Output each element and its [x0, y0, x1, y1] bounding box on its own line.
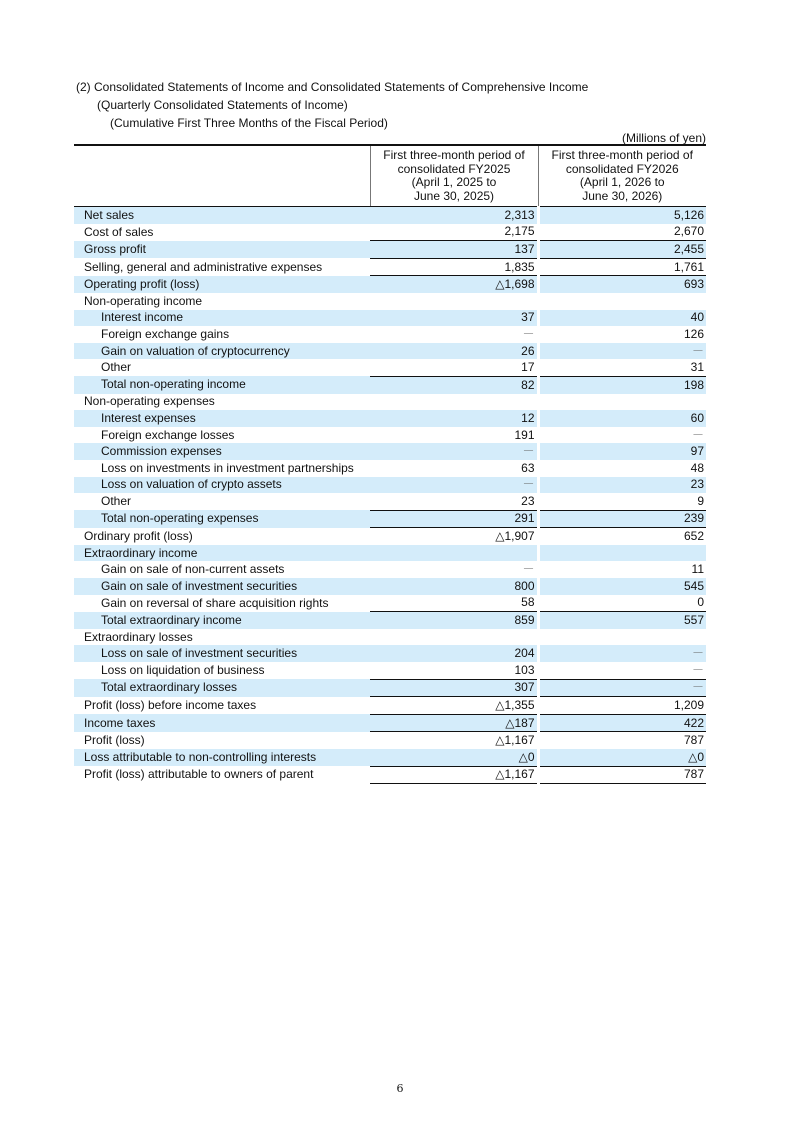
value-fy2026: 31	[538, 359, 706, 376]
table-row	[74, 443, 706, 460]
value-fy2025: △0	[370, 749, 538, 766]
value-fy2026	[538, 629, 706, 646]
statement-title: (2) Consolidated Statements of Income and Consolidated Statements of Comprehensive Income	[76, 80, 589, 94]
value-fy2026: －	[538, 662, 706, 679]
value-fy2026: 557	[538, 612, 706, 629]
column-header-line: (April 1, 2025 to	[411, 175, 497, 189]
value-fy2026	[538, 293, 706, 310]
value-fy2025: 103	[370, 662, 538, 679]
table-row	[74, 645, 706, 662]
row-label: Gain on valuation of cryptocurrency	[74, 343, 370, 360]
label-column-header	[74, 145, 370, 207]
row-label: Operating profit (loss)	[74, 276, 370, 293]
value-fy2026: 0	[538, 595, 706, 612]
value-fy2026: 545	[538, 578, 706, 595]
value-fy2026	[538, 545, 706, 562]
table-row	[74, 477, 706, 494]
row-label: Income taxes	[74, 714, 370, 732]
row-label: Profit (loss) attributable to owners of parent	[84, 767, 314, 782]
value-fy2025: 137	[370, 241, 538, 259]
page-number: 6	[396, 1082, 404, 1095]
row-label: Net sales	[74, 207, 370, 224]
row-label: Loss on investments in investment partnerships	[101, 460, 354, 475]
value-fy2025: －	[522, 326, 535, 341]
table-row	[74, 276, 706, 293]
value-fy2026: 5,126	[538, 207, 706, 224]
row-label: Total extraordinary income	[74, 612, 370, 629]
value-fy2025: 63	[521, 460, 535, 475]
value-fy2026: 48	[538, 460, 706, 477]
table-row	[74, 241, 706, 259]
column-header-line: consolidated FY2025	[397, 161, 511, 176]
row-label: Gross profit	[74, 241, 370, 259]
value-fy2025	[370, 545, 538, 562]
value-fy2025: 191	[514, 427, 535, 442]
value-fy2025	[370, 394, 538, 411]
value-fy2026: －	[538, 343, 706, 360]
value-fy2025: △1,167	[495, 733, 535, 748]
row-label: Profit (loss) before income taxes	[84, 698, 257, 713]
value-fy2025: 37	[370, 310, 538, 327]
table-row	[74, 343, 706, 360]
column-header-fy2025	[370, 145, 538, 207]
value-fy2025: 1,835	[370, 258, 538, 276]
row-label: Loss attributable to non-controlling interests	[74, 749, 370, 766]
value-fy2025: 2,313	[370, 207, 538, 224]
table-row	[74, 545, 706, 562]
unit-label: (Millions of yen)	[621, 131, 706, 145]
value-fy2026: 198	[538, 376, 706, 393]
row-label: Extraordinary income	[74, 545, 370, 562]
table-row	[74, 697, 706, 715]
value-fy2026: 2,670	[538, 224, 706, 241]
table-row	[74, 207, 706, 224]
value-fy2025	[370, 293, 538, 310]
column-header-line: (April 1, 2026 to	[579, 175, 665, 189]
row-label: Other	[101, 494, 132, 509]
row-label: Selling, general and administrative expenses	[84, 259, 323, 274]
table-row	[74, 427, 706, 444]
row-label: Gain on sale of investment securities	[74, 578, 370, 595]
value-fy2025: －	[370, 477, 538, 494]
value-fy2026: 652	[538, 528, 706, 545]
table-row	[74, 561, 706, 578]
value-fy2025: △1,167	[370, 766, 538, 784]
value-fy2026: 9	[538, 493, 706, 510]
value-fy2025	[370, 629, 538, 646]
row-label: Cost of sales	[84, 224, 154, 239]
table-row	[74, 224, 706, 241]
table-row	[74, 714, 706, 732]
value-fy2025: 800	[370, 578, 538, 595]
row-label: Interest expenses	[74, 410, 370, 427]
value-fy2025: 23	[370, 493, 538, 510]
row-label: Loss on valuation of crypto assets	[74, 477, 370, 494]
table-row	[74, 510, 706, 528]
table-row	[74, 258, 706, 276]
row-label: Extraordinary losses	[84, 629, 193, 644]
value-fy2025: 17	[370, 359, 538, 376]
value-fy2025: 2,175	[370, 224, 538, 241]
value-fy2026: 40	[538, 310, 706, 327]
value-fy2026: 693	[538, 276, 706, 293]
table-header-row	[74, 145, 706, 207]
value-fy2026: 239	[538, 510, 706, 528]
table-row	[74, 410, 706, 427]
value-fy2026: 2,455	[538, 241, 706, 259]
column-header-line: First three-month period of	[551, 148, 693, 162]
row-label: Ordinary profit (loss)	[84, 528, 193, 543]
value-fy2025: 58	[370, 595, 538, 612]
row-label: Interest income	[74, 310, 370, 327]
table-row	[74, 766, 706, 784]
value-fy2026: －	[538, 679, 706, 697]
table-row	[74, 359, 706, 376]
table-row	[74, 493, 706, 510]
table-row	[74, 310, 706, 327]
value-fy2026: △0	[538, 749, 706, 766]
column-header-line: June 30, 2025)	[413, 188, 495, 203]
value-fy2025: △187	[370, 714, 538, 732]
row-label: Foreign exchange losses	[101, 427, 235, 442]
value-fy2025: 859	[370, 612, 538, 629]
row-label: Commission expenses	[74, 443, 370, 460]
value-fy2026: 23	[538, 477, 706, 494]
value-fy2025: 204	[370, 645, 538, 662]
value-fy2025: △1,907	[495, 529, 535, 544]
table-row	[74, 629, 706, 646]
row-label: Non-operating expenses	[84, 394, 215, 409]
statement-subtitle: (Quarterly Consolidated Statements of Income)	[97, 98, 348, 112]
value-fy2026	[538, 394, 706, 411]
value-fy2026: 126	[538, 326, 706, 343]
column-header-line: First three-month period of	[383, 148, 525, 162]
value-fy2026: －	[538, 645, 706, 662]
value-fy2026: 787	[538, 766, 706, 784]
value-fy2025: 12	[370, 410, 538, 427]
row-label: Profit (loss)	[84, 732, 145, 747]
row-label: Loss on sale of investment securities	[74, 645, 370, 662]
table-row	[74, 460, 706, 477]
column-header-line: June 30, 2026)	[582, 188, 663, 203]
value-fy2025: －	[370, 443, 538, 460]
table-row	[74, 376, 706, 393]
table-row	[74, 394, 706, 411]
value-fy2025: 307	[370, 679, 538, 697]
table-row	[74, 732, 706, 749]
table-row	[74, 612, 706, 629]
table-row	[74, 679, 706, 697]
column-header-fy2026	[538, 145, 706, 207]
value-fy2025: △1,698	[370, 276, 538, 293]
statement-period: (Cumulative First Three Months of the Fiscal Period)	[110, 116, 388, 130]
table-row	[74, 293, 706, 310]
row-label: Other	[101, 360, 132, 375]
table-row	[74, 578, 706, 595]
table-row	[74, 528, 706, 545]
column-header-line: consolidated FY2026	[565, 161, 679, 176]
table-row	[74, 662, 706, 679]
row-label: Loss on liquidation of business	[101, 663, 265, 678]
table-row	[74, 326, 706, 343]
income-statement-table	[74, 144, 706, 784]
value-fy2025: 291	[370, 510, 538, 528]
value-fy2026: －	[538, 427, 706, 444]
value-fy2025: －	[522, 562, 535, 577]
value-fy2026: 11	[538, 561, 706, 578]
value-fy2025: △1,355	[370, 697, 538, 715]
row-label: Total non-operating income	[74, 376, 370, 393]
row-label: Gain on reversal of share acquisition rights	[101, 595, 329, 610]
value-fy2026: 422	[538, 714, 706, 732]
row-label: Total extraordinary losses	[74, 679, 370, 697]
value-fy2025: 82	[370, 376, 538, 393]
value-fy2026: 97	[538, 443, 706, 460]
row-label: Non-operating income	[84, 293, 203, 308]
row-label: Total non-operating expenses	[74, 510, 370, 528]
value-fy2026: 1,209	[538, 697, 706, 715]
row-label: Gain on sale of non-current assets	[101, 562, 285, 577]
value-fy2026: 1,761	[538, 258, 706, 276]
value-fy2026: 787	[538, 732, 706, 749]
table-row	[74, 595, 706, 612]
row-label: Foreign exchange gains	[101, 326, 230, 341]
value-fy2026: 60	[538, 410, 706, 427]
table-row	[74, 749, 706, 766]
value-fy2025: 26	[370, 343, 538, 360]
